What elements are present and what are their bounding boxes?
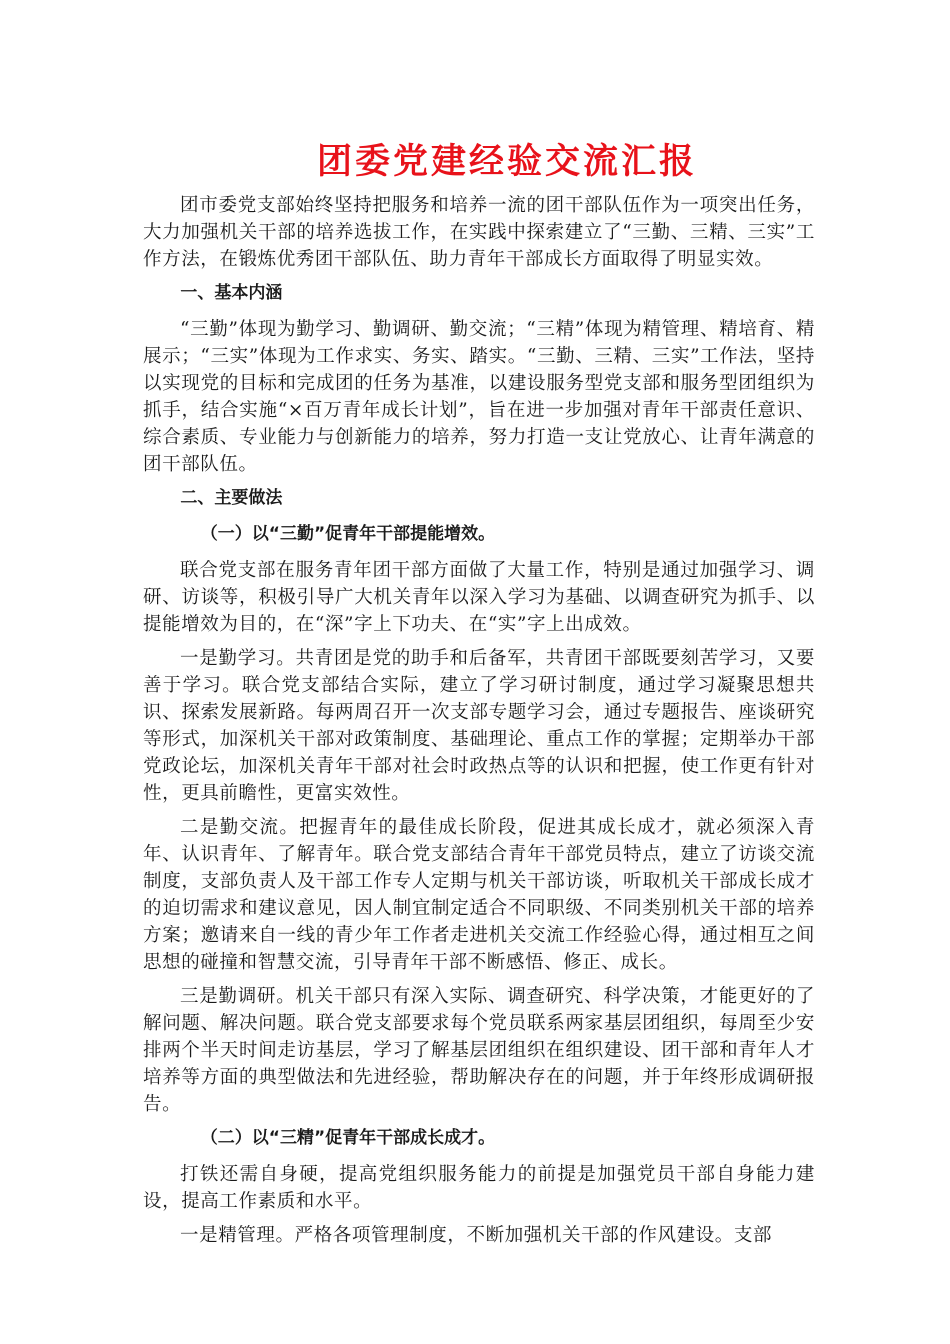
- intro-paragraph: 团市委党支部始终坚持把服务和培养一流的团干部队伍作为一项突出任务，大力加强机关干部的培养选拔工作，在实践中探索建立了“三勤、三精、三实”工作方法，在锻炼优秀团干部队伍、助力青年干部成长方面取得了明显实效。: [143, 195, 815, 270]
- document-title: 团委党建经验交流汇报: [316, 142, 697, 182]
- sanjing-intro-paragraph: 打铁还需自身硬，提高党组织服务能力的前提是加强党员干部自身能力建设，提高工作素质和水平。: [143, 1164, 815, 1212]
- management-paragraph: 一是精管理。严格各项管理制度，不断加强机关干部的作风建设。支部: [180, 1225, 773, 1246]
- subsection-heading-sanqin: （一）以“三勤”促青年干部提能增效。: [200, 524, 496, 544]
- subsection-heading-sanjing: （二）以“三精”促青年干部成长成才。: [200, 1128, 496, 1148]
- basic-content-paragraph: “三勤”体现为勤学习、勤调研、勤交流；“三精”体现为精管理、精培育、精展示；“三实”体现为工作求实、务实、踏实。“三勤、三精、三实”工作法，坚持以实现党的目标和完成团的任务为基准，以建设服务型党支部和服务型团组织为抓手，结合实施“×百万青年成长计划”，旨在进一步加强对青年干部责任意识、综合素质、专业能力与创新能力的培养，努力打造一支让党放心、让青年满意的团干部队伍。: [143, 319, 815, 475]
- exchange-paragraph: 二是勤交流。把握青年的最佳成长阶段，促进其成长成才，就必须深入青年、认识青年、了解青年。联合党支部结合青年干部党员特点，建立了访谈交流制度，支部负责人及干部工作专人定期与机关干部访谈，听取机关干部成长成才的迫切需求和建议意见，因人制宜制定适合不同职级、不同类别机关干部的培养方案；邀请来自一线的青少年工作者走进机关交流工作经验心得，通过相互之间思想的碰撞和智慧交流，引导青年干部不断感悟、修正、成长。: [143, 817, 815, 973]
- sanqin-intro-paragraph: 联合党支部在服务青年团干部方面做了大量工作，特别是通过加强学习、调研、访谈等，积极引导广大机关青年以深入学习为基础、以调查研究为抓手、以提能增效为目的，在“深”字上下功夫、在“实”字上出成效。: [143, 560, 815, 635]
- study-paragraph: 一是勤学习。共青团是党的助手和后备军，共青团干部既要刻苦学习，又要善于学习。联合党支部结合实际，建立了学习研讨制度，通过学习凝聚思想共识、探索发展新路。每两周召开一次支部专题学习会，通过专题报告、座谈研究等形式，加深机关干部对政策制度、基础理论、重点工作的掌握；定期举办干部党政论坛，加深机关青年干部对社会时政热点等的认识和把握，使工作更有针对性，更具前瞻性，更富实效性。: [143, 648, 815, 804]
- section-heading-practices: 二、主要做法: [180, 488, 283, 508]
- document-page: [143, 140, 815, 1256]
- research-paragraph: 三是勤调研。机关干部只有深入实际、调查研究、科学决策，才能更好的了解问题、解决问题。联合党支部要求每个党员联系两家基层团组织，每周至少安排两个半天时间走访基层，学习了解基层团组织在组织建设、团干部和青年人才培养等方面的典型做法和先进经验，帮助解决存在的问题，并于年终形成调研报告。: [143, 986, 815, 1115]
- section-heading-basic: 一、基本内涵: [180, 283, 283, 303]
